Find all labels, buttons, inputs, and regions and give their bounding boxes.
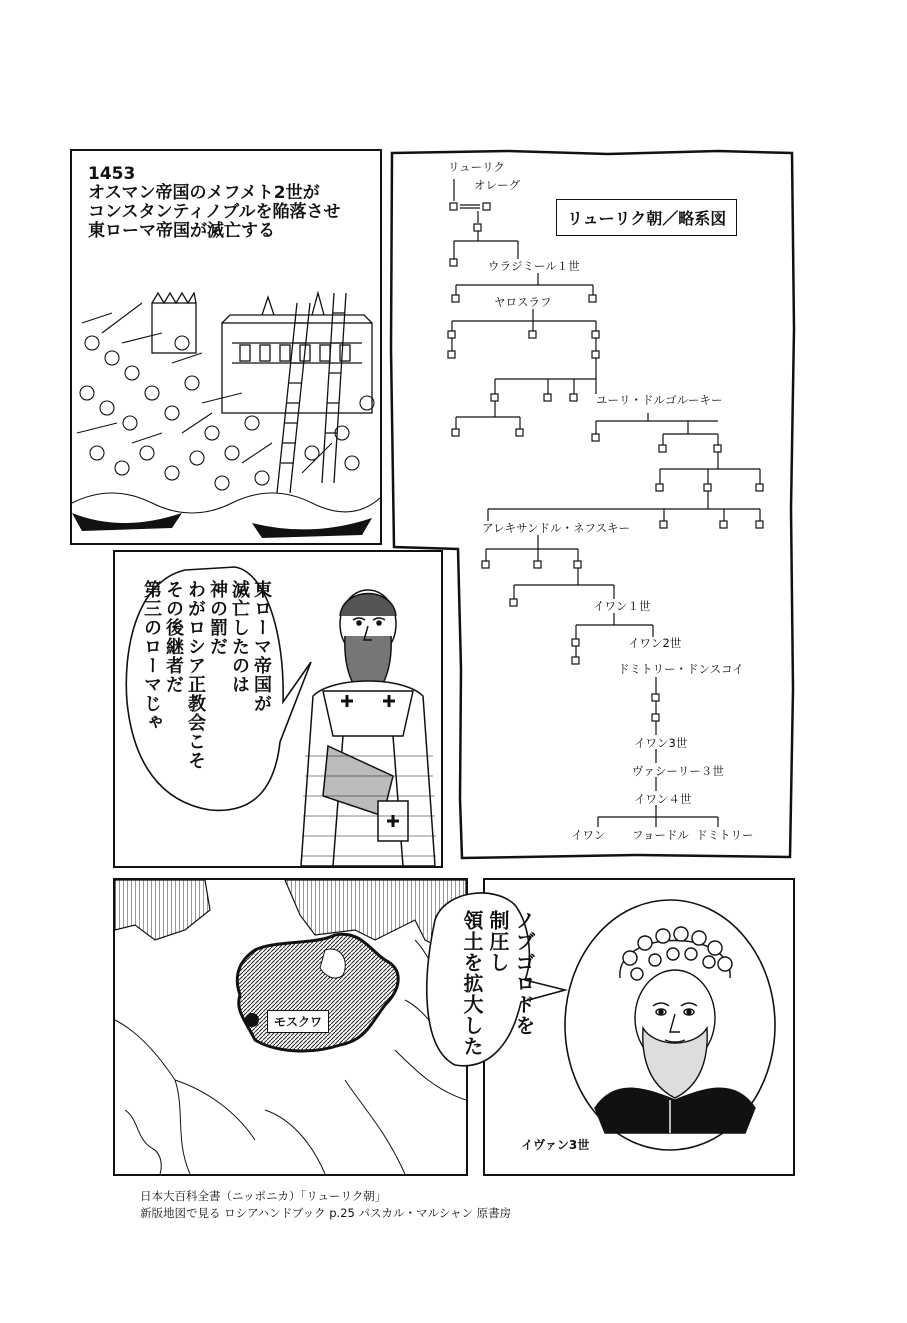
node-dmitri-donskoi: ドミトリー・ドンスコイ: [618, 662, 744, 676]
panel-family-tree: [388, 149, 798, 861]
speech-line: 東ローマ帝国が: [251, 580, 272, 713]
speech-line: 滅亡したのは: [229, 580, 250, 694]
caption-line: コンスタンティノブルを陥落させ: [88, 202, 341, 222]
bishop-speech: [127, 580, 272, 810]
ivan-speech-text: [457, 910, 537, 1080]
node-ivan3: イワン3世: [634, 736, 688, 750]
caption-line: 東ローマ帝国が滅亡する: [88, 221, 275, 241]
credit-line: 新版地図で見る ロシアハンドブック p.25 パスカル・マルシャン 原書房: [140, 1206, 512, 1220]
node-ivan4: イワン４世: [634, 792, 692, 806]
speech-line: 第三のローマじゃ: [141, 580, 162, 732]
node-vladimir: ウラジミール１世: [488, 259, 580, 273]
speech-line: 領土を拡大した: [460, 910, 484, 1057]
family-tree-title: リューリク朝／略系図: [556, 199, 737, 236]
panel-ivan-iii: [460, 878, 795, 1176]
source-credits: [140, 1188, 511, 1222]
ivan-iii-label: イヴァン3世: [521, 1138, 590, 1152]
ivan-iii-portrait: [575, 908, 775, 1138]
credit-line: 日本大百科全書（ニッポニカ）「リューリク朝」: [140, 1189, 387, 1203]
family-tree-diagram: [388, 149, 798, 861]
speech-line: 神の罰だ: [207, 580, 228, 656]
panel-orthodox-bishop: [113, 550, 443, 868]
speech-line: ノブゴロドを: [512, 910, 536, 1036]
bishop-illustration: [283, 576, 443, 866]
node-ivan-son: イワン: [571, 828, 606, 842]
node-yaroslav: ヤロスラフ: [494, 295, 552, 309]
node-fyodor: フョードル: [632, 828, 689, 842]
caption-line: オスマン帝国のメフメト2世が: [88, 183, 320, 203]
node-alexander: アレキサンドル・ネフスキー: [482, 521, 631, 535]
moscow-label: モスクワ: [267, 1010, 329, 1033]
caption-line: 1453: [88, 164, 136, 184]
node-yuri: ユーリ・ドルゴルーキー: [596, 393, 723, 407]
moscow-marker: [245, 1013, 259, 1027]
speech-line: わがロシア正教会こそ: [185, 580, 206, 770]
speech-line: 制圧し: [486, 910, 510, 973]
node-ivan1: イワン１世: [593, 599, 651, 613]
panel-fall-of-constantinople: [70, 149, 382, 545]
speech-line: その後継者だ: [163, 580, 184, 694]
panel1-caption: [88, 165, 340, 241]
node-vasily3: ヴァシーリー３世: [632, 764, 724, 778]
panel-map: [113, 878, 468, 1176]
node-dmitri: ドミトリー: [696, 828, 754, 842]
siege-battle-illustration: [72, 283, 380, 543]
node-rurik: リューリク: [448, 160, 505, 174]
moscow-principality-territory: [237, 934, 398, 1051]
node-oleg: オレーグ: [474, 178, 520, 192]
node-ivan2: イワン2世: [628, 636, 682, 650]
